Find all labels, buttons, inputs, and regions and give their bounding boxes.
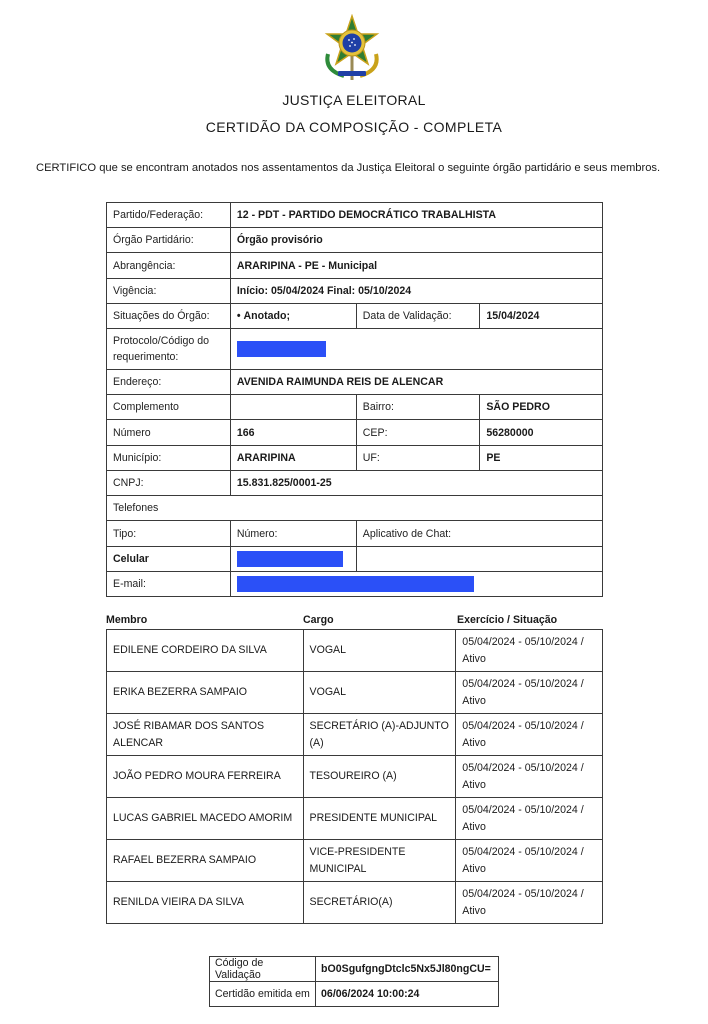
member-periodo: 05/04/2024 - 05/10/2024 /: [462, 636, 584, 648]
intro-statement: CERTIFICO que se encontram anotados nos assentamentos da Justiça Eleitoral o seguinte órgão partidário e seus membros.: [36, 162, 661, 174]
member-cargo: VOGAL: [303, 630, 456, 672]
member-exercicio: [456, 882, 603, 924]
municipio-value: ARARIPINA: [230, 446, 356, 471]
situacoes-text: Anotado;: [243, 310, 290, 322]
numero-tel-label: Número:: [230, 521, 356, 547]
member-exercicio: [456, 630, 603, 672]
member-row: [107, 798, 603, 840]
cnpj-value: 15.831.825/0001-25: [230, 471, 602, 496]
member-cargo: SECRETÁRIO (A)-ADJUNTO (A): [303, 714, 456, 756]
row-complemento: [107, 395, 603, 420]
endereco-value: AVENIDA RAIMUNDA REIS DE ALENCAR: [230, 370, 602, 395]
abrangencia-value: ARARIPINA - PE - Municipal: [230, 253, 602, 279]
brazil-coat-of-arms-icon: [320, 14, 384, 82]
partido-value: 12 - PDT - PARTIDO DEMOCRÁTICO TRABALHISTA: [230, 203, 602, 228]
document-title: CERTIDÃO DA COMPOSIÇÃO - COMPLETA: [205, 119, 503, 135]
situacoes-label: Situações do Órgão:: [107, 304, 231, 329]
bullet-icon: •: [236, 310, 244, 322]
institution-title: JUSTIÇA ELEITORAL: [282, 92, 426, 108]
row-numero: [107, 420, 603, 446]
partido-label: Partido/Federação:: [107, 203, 231, 228]
situacoes-value: [230, 304, 356, 329]
cargo-header: Cargo: [303, 614, 334, 626]
member-exercicio: [456, 756, 603, 798]
member-periodo: 05/04/2024 - 05/10/2024 /: [462, 678, 584, 690]
row-emitida: [210, 982, 499, 1007]
member-situacao: Ativo: [462, 737, 486, 749]
member-situacao: Ativo: [462, 905, 486, 917]
row-protocolo: [107, 329, 603, 370]
protocolo-value: [230, 329, 602, 370]
row-cnpj: [107, 471, 603, 496]
redacted-block: [237, 341, 326, 357]
codigo-label: Código de Validação: [210, 957, 316, 982]
member-situacao: Ativo: [462, 821, 486, 833]
member-name: ERIKA BEZERRA SAMPAIO: [107, 672, 304, 714]
row-telefone-headers: [107, 521, 603, 547]
member-cargo: VICE-PRESIDENTE MUNICIPAL: [303, 840, 456, 882]
member-name: RAFAEL BEZERRA SAMPAIO: [107, 840, 304, 882]
vigencia-label: Vigência:: [107, 279, 231, 304]
abrangencia-label: Abrangência:: [107, 253, 231, 279]
member-situacao: Ativo: [462, 863, 486, 875]
emitida-value: 06/06/2024 10:00:24: [316, 982, 499, 1007]
row-municipio: [107, 446, 603, 471]
member-name: JOSÉ RIBAMAR DOS SANTOS ALENCAR: [107, 714, 304, 756]
member-periodo: 05/04/2024 - 05/10/2024 /: [462, 846, 584, 858]
numero-value: 166: [230, 420, 356, 446]
email-label: E-mail:: [107, 572, 231, 597]
cep-value: 56280000: [480, 420, 603, 446]
celular-app-value: [356, 547, 602, 572]
member-row: [107, 672, 603, 714]
members-header: [106, 614, 603, 628]
row-situacoes: [107, 304, 603, 329]
tipo-label: Tipo:: [107, 521, 231, 547]
member-cargo: VOGAL: [303, 672, 456, 714]
bairro-value: SÃO PEDRO: [480, 395, 603, 420]
member-name: JOÃO PEDRO MOURA FERREIRA: [107, 756, 304, 798]
complemento-value: [230, 395, 356, 420]
data-validacao-value: 15/04/2024: [480, 304, 603, 329]
member-exercicio: [456, 672, 603, 714]
row-celular: [107, 547, 603, 572]
member-exercicio: [456, 840, 603, 882]
celular-value: [230, 547, 356, 572]
row-endereco: [107, 370, 603, 395]
member-row: [107, 630, 603, 672]
data-validacao-label: Data de Validação:: [356, 304, 480, 329]
municipio-label: Município:: [107, 446, 231, 471]
row-partido: [107, 203, 603, 228]
orgao-value: Órgão provisório: [230, 228, 602, 253]
vigencia-value: Início: 05/04/2024 Final: 05/10/2024: [230, 279, 602, 304]
uf-value: PE: [480, 446, 603, 471]
member-periodo: 05/04/2024 - 05/10/2024 /: [462, 762, 584, 774]
email-value: [230, 572, 602, 597]
row-orgao: [107, 228, 603, 253]
redacted-block: [237, 551, 343, 567]
member-situacao: Ativo: [462, 653, 486, 665]
member-periodo: 05/04/2024 - 05/10/2024 /: [462, 720, 584, 732]
emitida-label: Certidão emitida em: [210, 982, 316, 1007]
member-periodo: 05/04/2024 - 05/10/2024 /: [462, 888, 584, 900]
party-info-table: [106, 202, 603, 597]
celular-label: Celular: [107, 547, 231, 572]
member-cargo: PRESIDENTE MUNICIPAL: [303, 798, 456, 840]
member-cargo: TESOUREIRO (A): [303, 756, 456, 798]
member-row: [107, 714, 603, 756]
row-vigencia: [107, 279, 603, 304]
member-periodo: 05/04/2024 - 05/10/2024 /: [462, 804, 584, 816]
cnpj-label: CNPJ:: [107, 471, 231, 496]
endereco-label: Endereço:: [107, 370, 231, 395]
member-row: [107, 882, 603, 924]
member-situacao: Ativo: [462, 695, 486, 707]
numero-label: Número: [107, 420, 231, 446]
uf-label: UF:: [356, 446, 480, 471]
row-abrangencia: [107, 253, 603, 279]
member-situacao: Ativo: [462, 779, 486, 791]
row-codigo: [210, 957, 499, 982]
cep-label: CEP:: [356, 420, 480, 446]
redacted-block: [237, 576, 474, 592]
complemento-label: Complemento: [107, 395, 231, 420]
bairro-label: Bairro:: [356, 395, 480, 420]
member-row: [107, 840, 603, 882]
member-name: EDILENE CORDEIRO DA SILVA: [107, 630, 304, 672]
member-row: [107, 756, 603, 798]
exercicio-header: Exercício / Situação: [457, 614, 558, 626]
members-table: [106, 629, 603, 924]
membro-header: Membro: [106, 614, 148, 626]
aplicativo-label: Aplicativo de Chat:: [356, 521, 602, 547]
protocolo-label: Protocolo/Código do requerimento:: [107, 329, 231, 370]
row-telefones: [107, 496, 603, 521]
member-exercicio: [456, 714, 603, 756]
validation-table: [209, 956, 499, 1007]
telefones-label: Telefones: [107, 496, 603, 521]
orgao-label: Órgão Partidário:: [107, 228, 231, 253]
codigo-value: bO0SgufgngDtclc5Nx5Jl80ngCU=: [316, 957, 499, 982]
member-exercicio: [456, 798, 603, 840]
row-email: [107, 572, 603, 597]
member-name: LUCAS GABRIEL MACEDO AMORIM: [107, 798, 304, 840]
member-name: RENILDA VIEIRA DA SILVA: [107, 882, 304, 924]
member-cargo: SECRETÁRIO(A): [303, 882, 456, 924]
